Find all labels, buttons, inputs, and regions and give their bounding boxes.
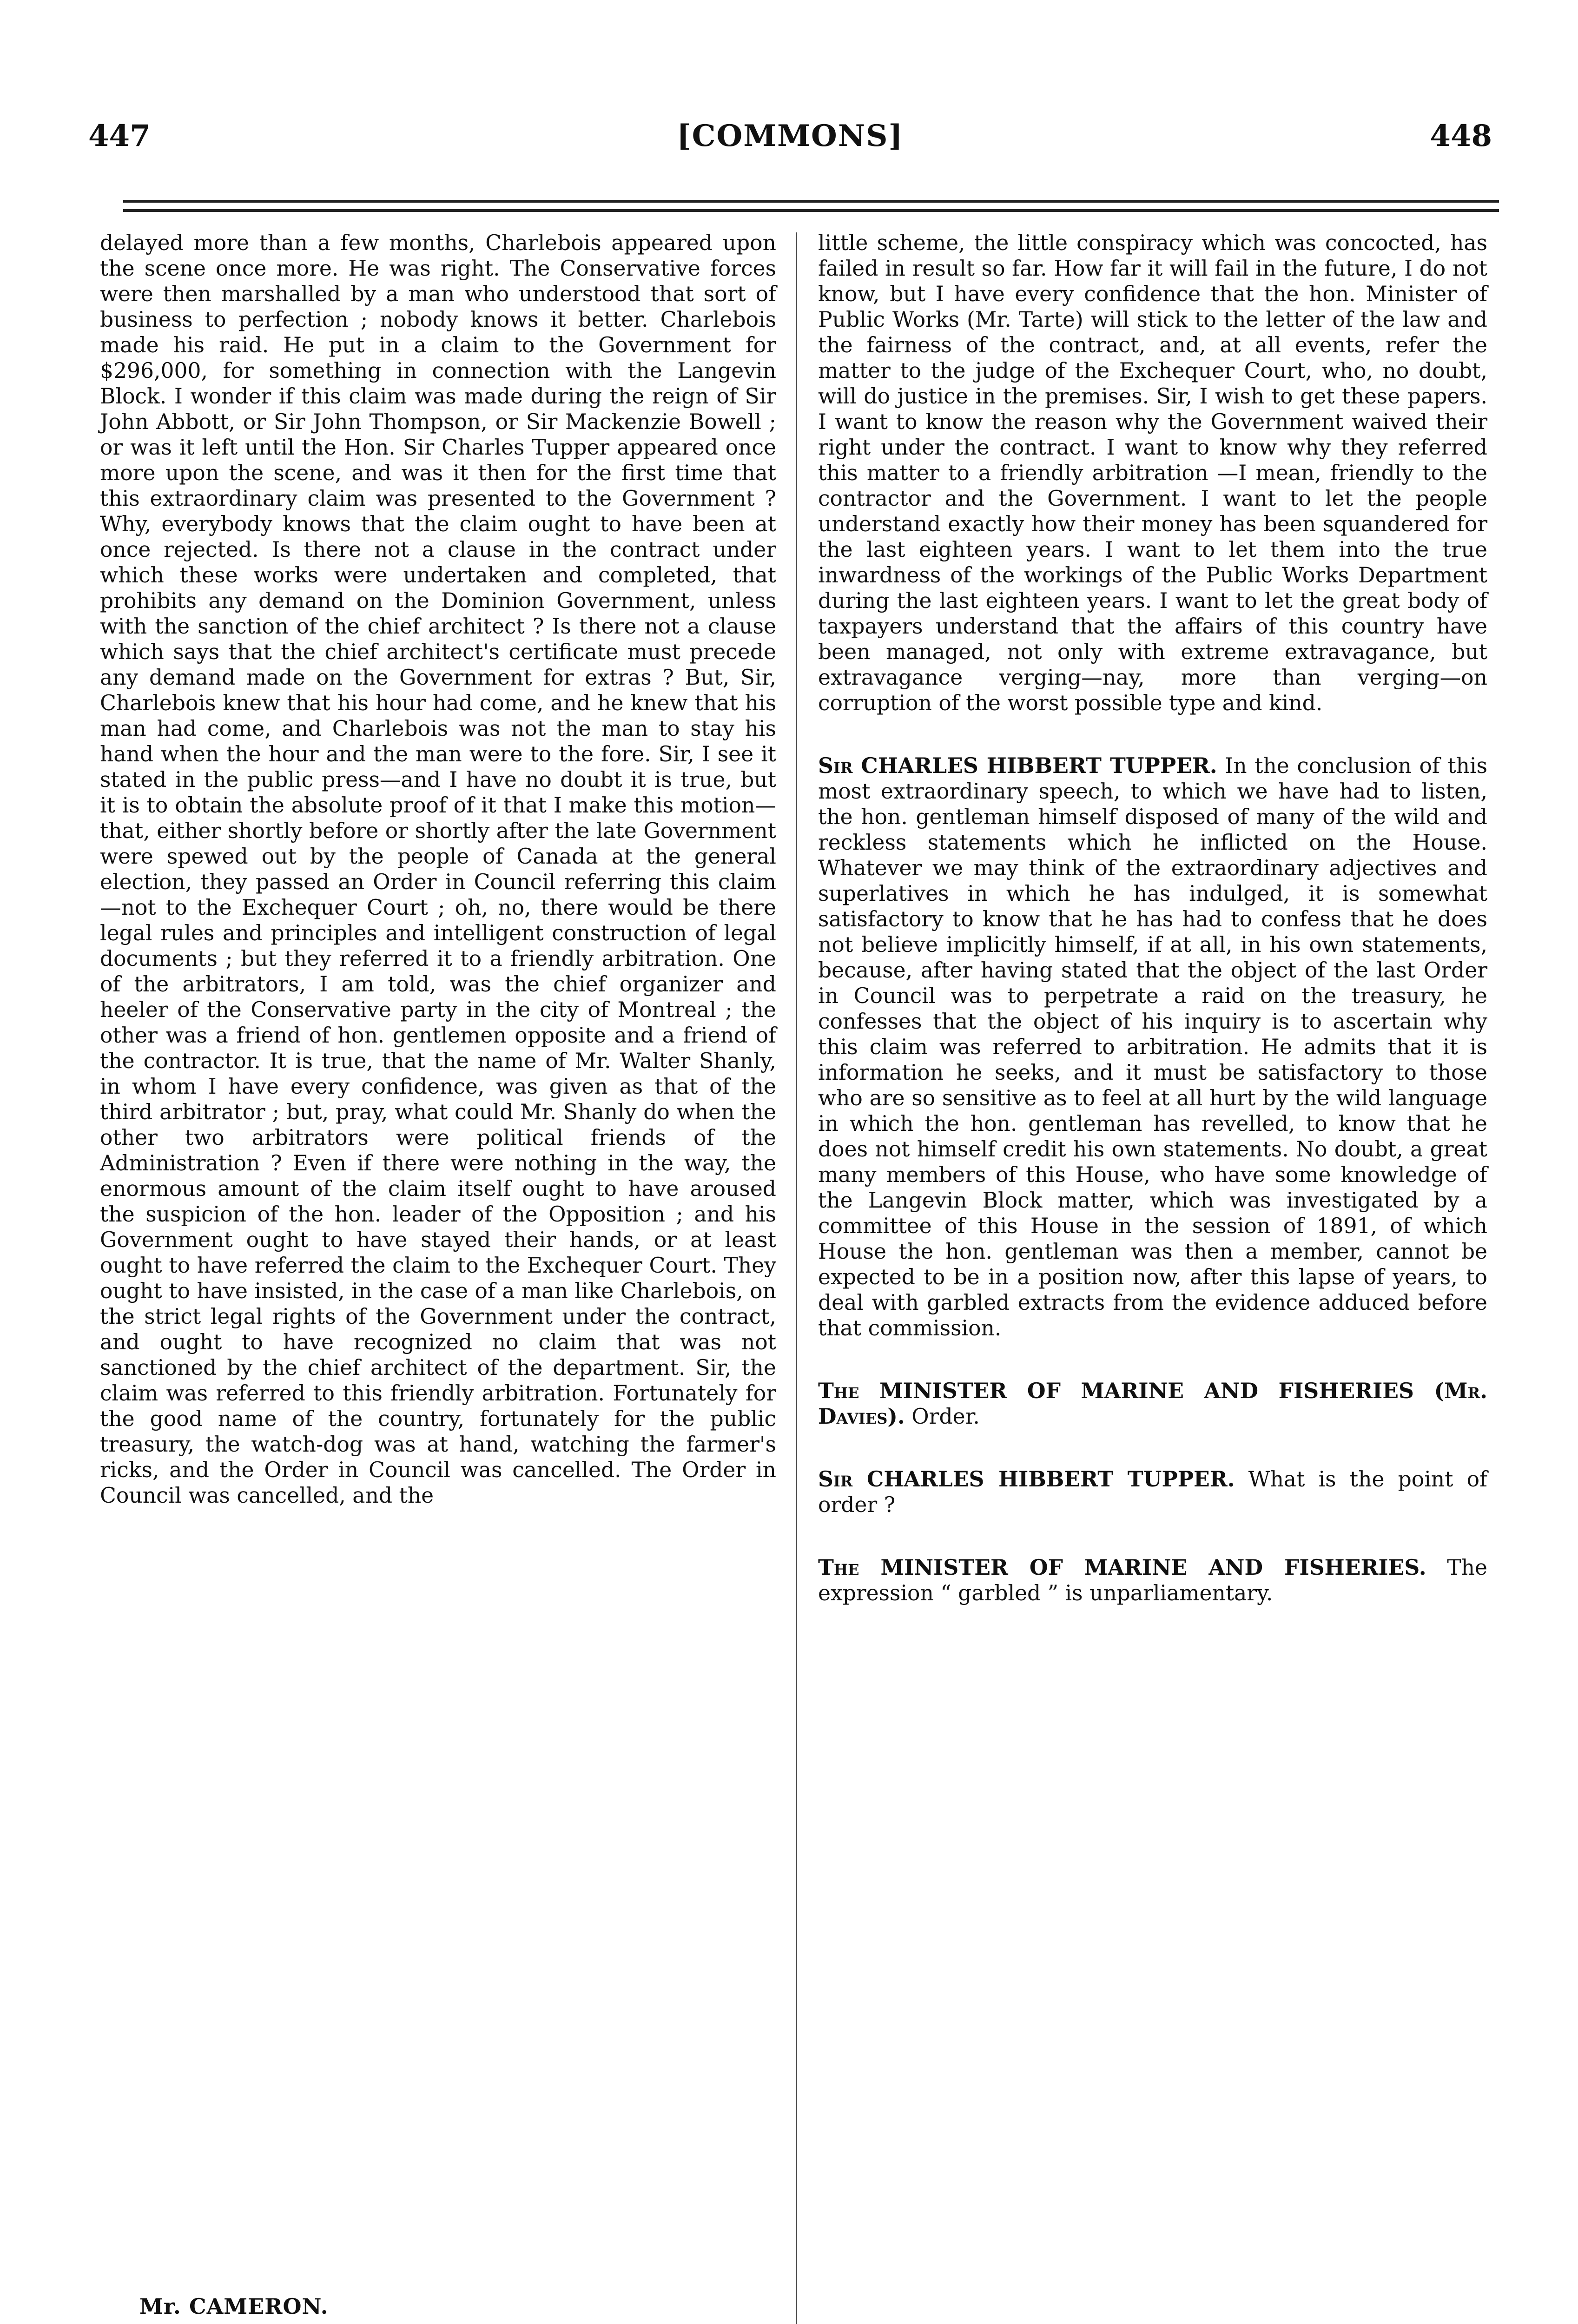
- speech-text: What is the point of order ?: [818, 1467, 1487, 1517]
- column-divider: [796, 232, 797, 2324]
- speech-text: Order.: [911, 1404, 980, 1429]
- section-gap: [818, 1429, 1487, 1466]
- speaker-name: The MINISTER OF MARINE AND FISHERIES.: [818, 1555, 1426, 1580]
- header-rule-top: [123, 200, 1499, 203]
- speaker-name: Sir CHARLES HIBBERT TUPPER.: [818, 753, 1217, 778]
- speaker-name: The MINISTER OF MARINE AND FISHERIES (Mr. Davies).: [818, 1378, 1487, 1429]
- footer-speaker-name: Mr. CAMERON.: [139, 2294, 329, 2319]
- page-number-left: 447: [88, 119, 151, 153]
- right-paragraph-continued: little scheme, the little conspiracy which was concocted, has failed in result so far. How far it will fail in the future, I do not know, but I have every confidence that the hon. Minister of Public Works (Mr. Tarte) will stick to the letter of the law and the fairness of the contract, and, at all events, refer the matter to the judge of the Exchequer Court, who, no doubt, will do justice in the premises. Sir, I wish to get these papers. I want to know the reason why the Government waived their right under the contract. I want to know why they referred this matter to a friendly arbitration —I mean, friendly to the contractor and the Government. I want to let the people understand exactly how their money has been squandered for the last eighteen years. I want to let them into the true inwardness of the workings of the Public Works Department during the last eighteen years. I want to let the great body of taxpayers understand that the affairs of this country have been managed, not only with extreme extravagance, but extravagance verging—nay, more than verging—on corruption of the worst possible type and kind.: [818, 231, 1487, 715]
- speech-tupper-2: [818, 1466, 1487, 1518]
- speaker-name: Sir CHARLES HIBBERT TUPPER.: [818, 1466, 1235, 1492]
- speech-davies: [818, 1378, 1487, 1429]
- speech-text: In the conclusion of this most extraordinary speech, to which we have had to listen, the hon. gentleman himself disposed of many of the wild and reckless statements which he inflicted on the House. Whatever we may think of the extraordinary adjectives and superlatives in which he has indulged, it is somewhat satisfactory to know that he has had to confess that he does not believe implicitly himself, if at all, in his own statements, because, after having stated that the object of the last Order in Council was to perpetrate a raid on the treasury, he confesses that the object of his inquiry is to ascertain why this claim was referred to arbitration. He admits that it is information he seeks, and it must be satisfactory to those who are so sensitive as to feel at all hurt by the wild language in which the hon. gentleman has revelled, to know that he does not himself credit his own statements. No doubt, a great many members of this House, who have some knowledge of the Langevin Block matter, which was investigated by a committee of this House in the session of 1891, of which House the hon. gentleman was then a member, cannot be expected to be in a position now, after this lapse of years, to deal with garbled extracts from the evidence adduced before that commission.: [818, 753, 1487, 1340]
- section-gap: [818, 1341, 1487, 1378]
- right-column: [818, 230, 1487, 1606]
- header-rule-bottom: [123, 209, 1499, 212]
- left-paragraph: delayed more than a few months, Charlebois appeared upon the scene once more. He was right. The Conservative forces were then marshalled by a man who understood that sort of business to perfection ; nobody knows it better. Charlebois made his raid. He put in a claim to the Government for $296,000, for something in connection with the Langevin Block. I wonder if this claim was made during the reign of Sir John Abbott, or Sir John Thompson, or Sir Mackenzie Bowell ; or was it left until the Hon. Sir Charles Tupper appeared once more upon the scene, and was it then for the first time that this extraordinary claim was presented to the Government ? Why, everybody knows that the claim ought to have been at once rejected. Is there not a clause in the contract under which these works were undertaken and completed, that prohibits any demand on the Dominion Government, unless with the sanction of the chief architect ? Is there not a clause which says that the chief architect's certificate must precede any demand made on the Government for extras ? But, Sir, Charlebois knew that his hour had come, and he knew that his man had come, and Charlebois was not the man to stay his hand when the hour and the man were to the fore. Sir, I see it stated in the public press—and I have no doubt it is true, but it is to obtain the absolute proof of it that I make this motion—that, either shortly before or shortly after the late Government were spewed out by the people of Canada at the general election, they passed an Order in Council referring this claim—not to the Exchequer Court ; oh, no, there would be there legal rules and principles and intelligent construction of legal documents ; but they referred it to a friendly arbitration. One of the arbitrators, I am told, was the chief organizer and heeler of the Conservative party in the city of Montreal ; the other was a friend of hon. gentlemen opposite and a friend of the contractor. It is true, that the name of Mr. Walter Shanly, in whom I have every confidence, was given as that of the third arbitrator ; but, pray, what could Mr. Shanly do when the other two arbitrators were political friends of the Administration ? Even if there were nothing in the way, the enormous amount of the claim itself ought to have aroused the suspicion of the hon. leader of the Opposition ; and his Government ought to have stayed their hands, or at least ought to have referred the claim to the Exchequer Court. They ought to have insisted, in the case of a man like Charlebois, on the strict legal rights of the Government under the contract, and ought to have recognized no claim that was not sanctioned by the chief architect of the department. Sir, the claim was referred to this friendly arbitration. Fortunately for the good name of the country, fortunately for the public treasury, the watch-dog was at hand, watching the farmer's ricks, and the Order in Council was cancelled. The Order in Council was cancelled, and the: [100, 231, 776, 1508]
- speech-tupper-1: [818, 753, 1487, 1341]
- page-header: [84, 119, 1497, 174]
- section-gap: [818, 1518, 1487, 1555]
- speech-text: The expression “ garbled ” is unparliamentary.: [818, 1555, 1487, 1605]
- running-head: [COMMONS]: [677, 119, 904, 153]
- left-column: [100, 230, 776, 1508]
- section-gap: [818, 716, 1487, 753]
- page-number-right: 448: [1430, 119, 1492, 153]
- speech-minister-marine: [818, 1555, 1487, 1606]
